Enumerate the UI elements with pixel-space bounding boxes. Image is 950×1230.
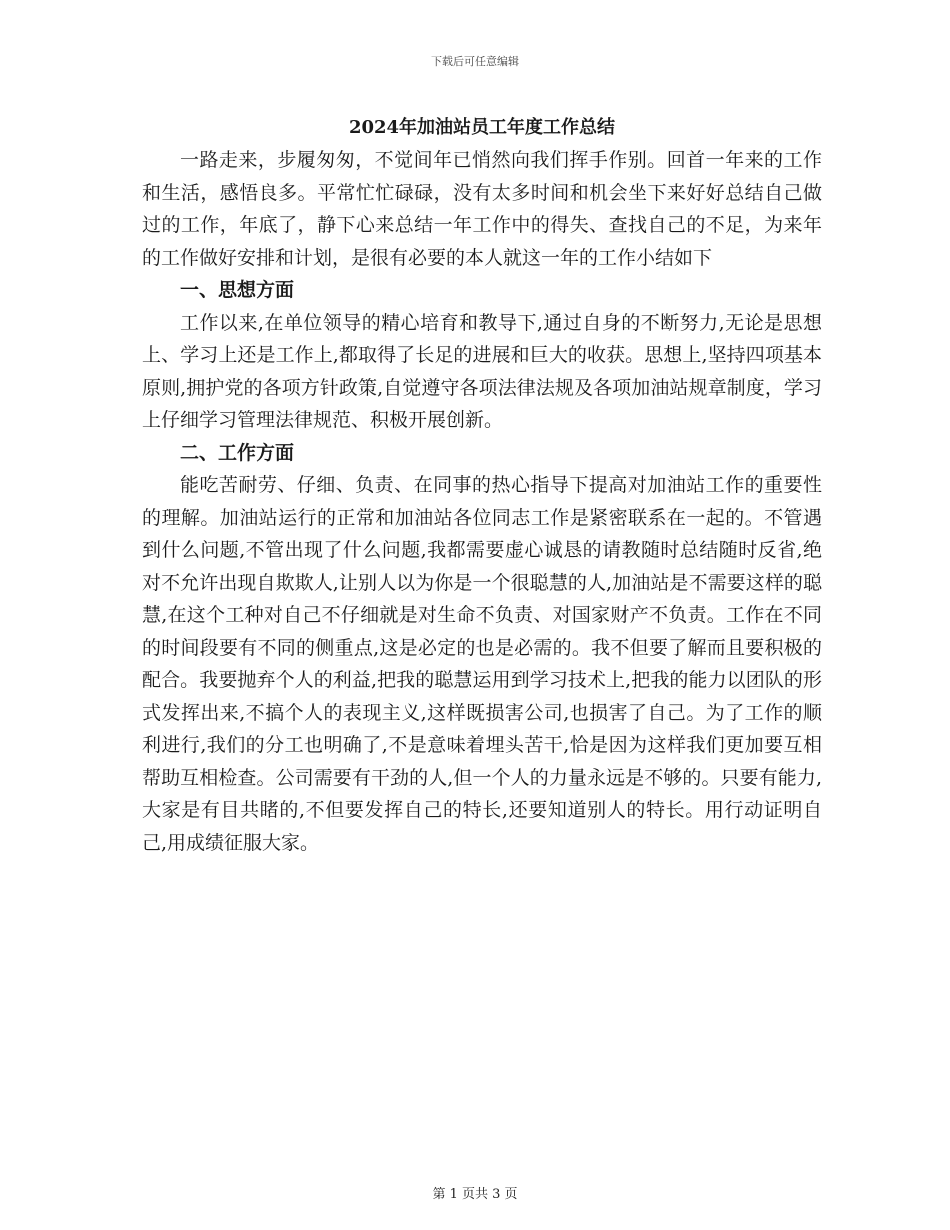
intro-paragraph: 一路走来，步履匆匆，不觉间年已悄然向我们挥手作别。回首一年来的工作和生活，感悟良多。平常忙忙碌碌，没有太多时间和机会坐下来好好总结自己做过的工作，年底了，静下心来总结一年工作中的得失、查找自己的不足，为来年的工作做好安排和计划，是很有必要的本人就这一年的工作小结如下 (142, 149, 822, 269)
section-heading-work: 二、工作方面 (180, 441, 295, 464)
section-body-work: 能吃苦耐劳、仔细、负责、在同事的热心指导下提高对加油站工作的重要性的理解。加油站运行的正常和加油站各位同志工作是紧密联系在一起的。不管遇到什么问题,不管出现了什么问题,我都需要虚心诚恳的请教随时总结随时反省,绝对不允许出现自欺欺人,让别人以为你是一个很聪慧的人,加油站是不需要这样的聪慧,在这个工种对自己不仔细就是对生命不负责、对国家财产不负责。工作在不同的时间段要有不同的侧重点,这是必定的也是必需的。我不但要了解而且要积极的配合。我要抛弃个人的利益,把我的聪慧运用到学习技术上,把我的能力以团队的形式发挥出来,不搞个人的表现主义,这样既损害公司,也损害了自己。为了工作的顺利进行,我们的分工也明确了,不是意味着埋头苦干,恰是因为这样我们更加要互相帮助互相检查。公司需要有干劲的人,但一个人的力量永远是不够的。只要有能力,大家是有目共睹的,不但要发挥自己的特长,还要知道别人的特长。用行动证明自己,用成绩征服大家。 (142, 474, 822, 854)
document-body (142, 114, 822, 859)
header-note: 下载后可任意编辑 (431, 55, 519, 68)
document-title: 2024年加油站员工年度工作总结 (348, 117, 616, 138)
page-number: 第 1 页共 3 页 (432, 1187, 518, 1202)
section-body-thought: 工作以来,在单位领导的精心培育和教导下,通过自身的不断努力,无论是思想上、学习上还是工作上,都取得了长足的进展和巨大的收获。思想上,坚持四项基本原则,拥护党的各项方针政策,自觉遵守各项法律法规及各项加油站规章制度，学习上仔细学习管理法律规范、积极开展创新。 (142, 311, 822, 431)
section-heading-thought: 一、思想方面 (180, 279, 295, 301)
